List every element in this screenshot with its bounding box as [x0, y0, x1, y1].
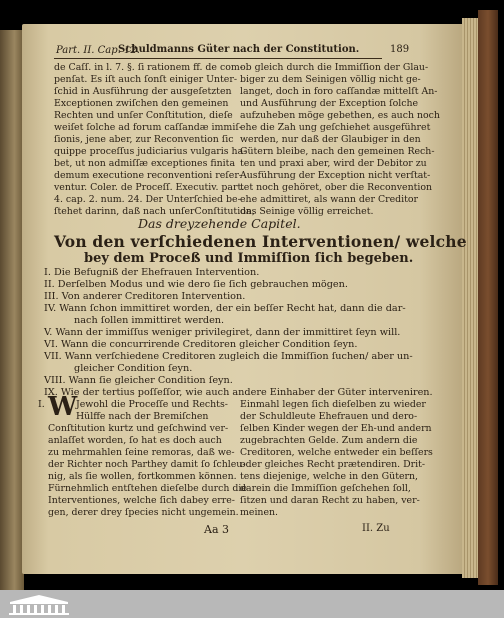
text-line: langet, doch in foro caſſandæ mittelſt An-: [240, 86, 438, 97]
text-line: und Ausführung der Exception ſolche: [240, 98, 419, 109]
text-line: Gütern bleibe, nach den gemeinen Rech-: [240, 146, 435, 157]
summary-item: VIII. Wann ſie gleicher Condition ſeyn.: [44, 375, 233, 386]
summary-item: II. Derſelben Modus und wie dero ſie ſich gebrauchen mögen.: [44, 279, 348, 290]
header-title: Schuldmanns Güter nach der Constitution.: [118, 44, 360, 55]
text-line: nig, als ſie wollen, fortkommen können.: [48, 471, 237, 482]
summary-item: IX. Wie der tertius poſſeſſor, wie auch andere Einhaber der Güter interveniren.: [44, 387, 433, 398]
text-line: ſelben Kinder wegen der Eh-und andern: [240, 423, 432, 434]
text-line: Jewohl die Proceſſe und Rechts-: [76, 399, 228, 410]
signature-mark: Aa 3: [204, 523, 229, 536]
text-line: Conſtitution kurtz und geſchwind ver-: [48, 423, 229, 434]
text-line: de Caſſ. in l. 7. §. ſi rationem ff. de com-: [54, 62, 243, 73]
summary-item: IV. Wann ſchon immittiret worden, der ein beſſer Recht hat, dann die dar-: [44, 303, 406, 314]
chapter-heading: Das dreyzehende Capitel.: [138, 216, 301, 231]
text-line: weiſet ſolche ad forum caſſandæ immiſ-: [54, 122, 242, 133]
facing-page-edge: [0, 30, 24, 590]
page-number: 189: [390, 44, 410, 55]
text-line: penſat. Es iſt auch ſonſt einiger Unter-: [54, 74, 237, 85]
text-line: demum executione reconventioni reſer-: [54, 170, 242, 181]
text-line: Rechten und unſer Conſtitution, dieſe: [54, 110, 233, 121]
text-line: Exceptionen zwiſchen den gemeinen: [54, 98, 229, 109]
text-line: aufzuheben möge gebethen, es auch noch: [240, 110, 440, 121]
text-line: quippe proceſſus judiciarius vulgaris ha-: [54, 146, 247, 157]
catchword: II. Zu: [362, 523, 390, 534]
header-part-chapter: Part. II. Cap. 12.: [56, 45, 140, 56]
text-line: tet noch gehöret, ober die Reconvention: [240, 182, 433, 193]
text-line: ventur. Coler. de Proceſſ. Executiv. part.: [54, 182, 245, 193]
text-line: ſitzen und daran Recht zu haben, ver-: [240, 495, 420, 506]
summary-item: V. Wann der immiſſus weniger privilegiret, dann der immittiret ſeyn will.: [44, 327, 401, 338]
text-line: Ausführung der Exception nicht verſtat-: [240, 170, 431, 181]
text-line: anlaſſet worden, ſo hat es doch auch: [48, 435, 222, 446]
text-line: meinen.: [240, 507, 279, 518]
summary-item: VII. Wann verſchiedene Creditoren zugleich die Immiſſion ſuchen/ aber un-: [44, 351, 413, 362]
summary-item: VI. Wann die concurrirende Creditoren gleicher Condition ſeyn.: [44, 339, 358, 350]
text-line: Hülffe nach der Bremiſchen: [76, 411, 209, 422]
text-line: oder gleiches Recht prætendiren. Drit-: [240, 459, 426, 470]
library-building-logo-icon: [6, 593, 72, 615]
chapter-title: Von den verſchiedenen Interventionen/ welche: [54, 232, 467, 251]
text-line: ob gleich durch die Immiſſion der Glau-: [240, 62, 429, 73]
chapter-subtitle: bey dem Proceß und Immiſſion ſich begeben.: [84, 251, 414, 266]
text-line: der Richter noch Parthey damit ſo ſchleu-: [48, 459, 246, 470]
text-line: Fürnehmlich entſtehen dieſelbe durch die: [48, 483, 247, 494]
book-cover-edge: [478, 10, 498, 585]
page-stack-edge: [462, 18, 478, 578]
text-line: darein die Immiſſion geſchehen ſoll,: [240, 483, 411, 494]
summary-item-continued: gleicher Condition ſeyn.: [74, 363, 193, 374]
summary-item: III. Von anderer Creditoren Intervention.: [44, 291, 246, 302]
text-line: tens diejenige, welche in den Gütern,: [240, 471, 419, 482]
text-line: Interventiones, welche ſich dabey erre-: [48, 495, 235, 506]
summary-item-continued: nach ſollen immittiret werden.: [74, 315, 225, 326]
text-line: ehe die Zah ung geſchiehet ausgeführet: [240, 122, 431, 133]
text-line: ſchid in Ausführung der ausgeſetzten: [54, 86, 232, 97]
text-line: ehe admittiret, als wann der Creditor: [240, 194, 419, 205]
text-line: zugebrachten Gelde. Zum andern die: [240, 435, 418, 446]
text-line: Einmahl legen ſich dieſelben zu wieder: [240, 399, 426, 410]
text-line: 4. cap. 2. num. 24. Der Unterſchied be-: [54, 194, 241, 205]
text-line: Creditoren, welche entweder ein beſſers: [240, 447, 433, 458]
text-line: gen, derer drey ſpecies nicht ungemein.: [48, 507, 239, 518]
drop-cap-initial: W: [48, 392, 78, 422]
text-line: der Schuldleute Ehefrauen und dero-: [240, 411, 418, 422]
text-line: ſtehet darinn, daß nach unſerConſtitution,: [54, 206, 255, 217]
summary-item: I. Die Befugniß der Ehefrauen Intervention.: [44, 267, 260, 278]
header-rule: [54, 58, 382, 59]
text-line: werden, nur daß der Glaubiger in den: [240, 134, 421, 145]
viewer-footer-bar: [0, 590, 504, 618]
text-line: zu mehrmahlen ſeine remoras, daß we-: [48, 447, 235, 458]
text-line: das Seinige völlig erreichet.: [240, 206, 374, 217]
text-line: ſionis, jene aber, zur Reconvention ſic: [54, 134, 234, 145]
text-line: bet, ut non admiſſæ exceptiones finita: [54, 158, 236, 169]
text-line: ten und praxi aber, wird der Debitor zu: [240, 158, 427, 169]
paragraph-number: I.: [38, 399, 45, 410]
text-line: biger zu dem Seinigen völlig nicht ge-: [240, 74, 421, 85]
